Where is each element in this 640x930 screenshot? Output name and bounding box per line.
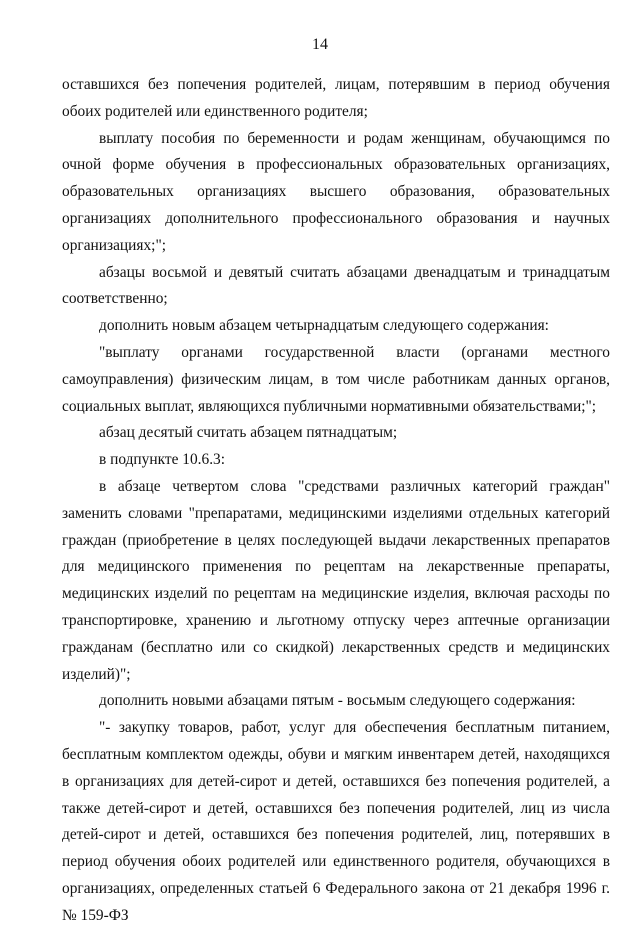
paragraph-4: дополнить новым абзацем четырнадцатым следующего содержания: bbox=[99, 317, 549, 335]
paragraph-8: в абзаце четвертом слова "средствами различных категорий граждан" заменить словами "препаратами, медицинскими изделиями отдельных категорий граждан (приобретение в целях последующей выдачи лекарственных препаратов для медицинского применения по рецептам на лекарственные препараты, медицинских изделий по рецептам на медицинские изделия, включая расходы по транспортировке, хранению и льготному отпуску через аптечные организации гражданам (бесплатно или со скидкой) лекарственных средств и медицинских изделий)"; bbox=[62, 477, 610, 683]
document-body bbox=[62, 72, 610, 930]
paragraph-5: "выплату органами государственной власти (органами местного самоуправления) физическим лицам, в том числе работникам данных органов, социальных выплат, являющихся публичными нормативными обязательствами;"; bbox=[62, 343, 610, 415]
paragraph-10: "- закупку товаров, работ, услуг для обеспечения бесплатным питанием, бесплатным комплектом одежды, обуви и мягким инвентарем детей, находящихся в организациях для детей-сирот и детей, оставшихся без попечения родителей, а также детей-сирот и детей, оставшихся без попечения родителей, лиц из числа детей-сирот и детей, оставшихся без попечения родителей, лиц, потерявших в период обучения обоих родителей или единственного родителя, обучающихся в организациях, определенных статьей 6 Федерального закона от 21 декабря 1996 г. № 159-ФЗ bbox=[62, 719, 610, 924]
paragraph-9: дополнить новыми абзацами пятым - восьмым следующего содержания: bbox=[99, 692, 576, 710]
paragraph-3: абзацы восьмой и девятый считать абзацами двенадцатым и тринадцатым соответственно; bbox=[62, 263, 610, 308]
paragraph-1: оставшихся без попечения родителей, лицам, потерявшим в период обучения обоих родителей или единственного родителя; bbox=[62, 76, 610, 120]
paragraph-2: выплату пособия по беременности и родам женщинам, обучающимся по очной форме обучения в профессиональных образовательных организациях, образовательных организациях высшего образования, образовательных организациях дополнительного профессионального образования и научных организациях;"; bbox=[62, 129, 610, 254]
paragraph-7: в подпункте 10.6.3: bbox=[99, 451, 226, 469]
paragraph-6: абзац десятый считать абзацем пятнадцатым; bbox=[99, 424, 398, 442]
page-number: 14 bbox=[312, 36, 328, 53]
